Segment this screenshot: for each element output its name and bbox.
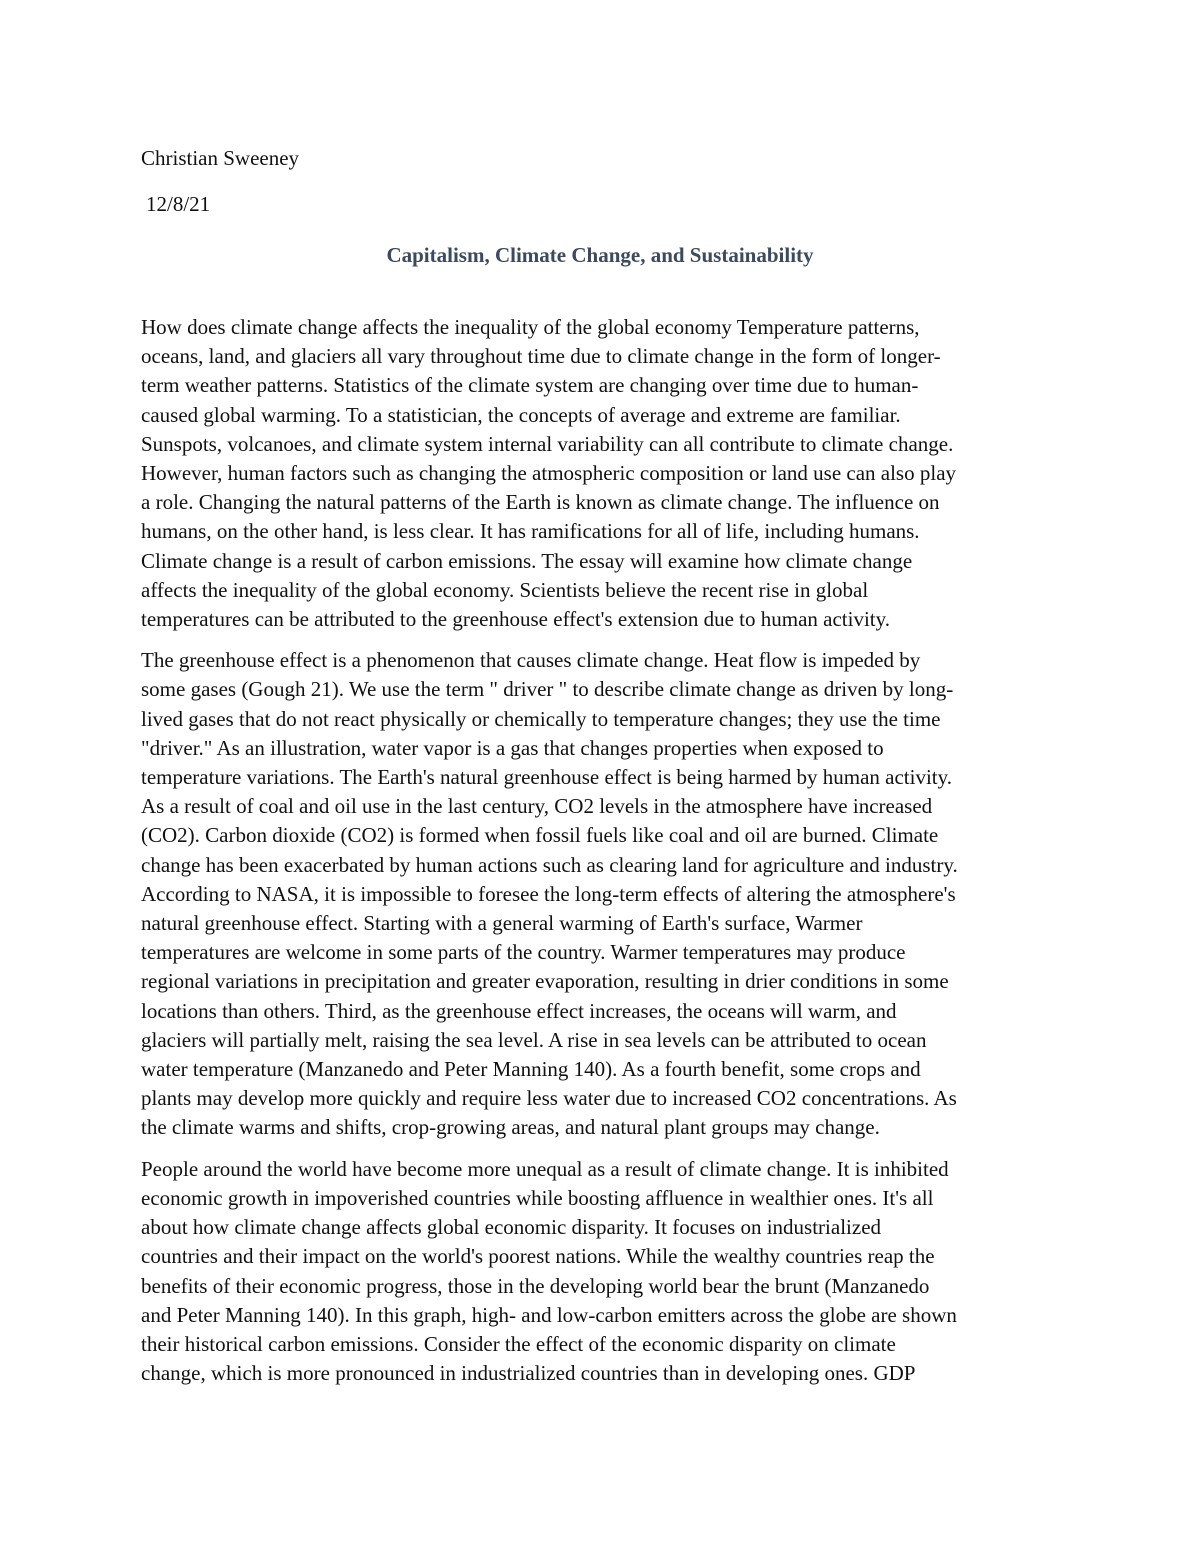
text-line: some gases (Gough 21). We use the term " driver " to describe climate change as driven by long-	[141, 677, 954, 702]
text-line: (CO2). Carbon dioxide (CO2) is formed when fossil fuels like coal and oil are burned. Climate	[141, 823, 939, 848]
text-line: countries and their impact on the world's poorest nations. While the wealthy countries reap the	[141, 1244, 935, 1269]
text-line: change has been exacerbated by human actions such as clearing land for agriculture and industry.	[141, 852, 958, 877]
text-line: "driver." As an illustration, water vapor is a gas that changes properties when exposed to	[141, 735, 884, 760]
text-line: affects the inequality of the global economy. Scientists believe the recent rise in global	[141, 577, 869, 602]
text-line: a role. Changing the natural patterns of the Earth is known as climate change. The influence on	[141, 490, 940, 515]
paragraph-3	[141, 1155, 1061, 1389]
text-line: temperatures are welcome in some parts of the country. Warmer temperatures may produce	[141, 940, 906, 965]
text-line: The greenhouse effect is a phenomenon that causes climate change. Heat flow is impeded by	[141, 648, 921, 673]
text-line: lived gases that do not react physically or chemically to temperature changes; they use the time	[141, 706, 941, 731]
text-line: caused global warming. To a statistician, the concepts of average and extreme are familiar.	[141, 402, 901, 427]
text-line: glaciers will partially melt, raising the sea level. A rise in sea levels can be attributed to ocean	[141, 1027, 927, 1052]
author-name: Christian Sweeney	[141, 146, 300, 170]
text-line: water temperature (Manzanedo and Peter Manning 140). As a fourth benefit, some crops and	[141, 1057, 921, 1082]
text-line: about how climate change affects global economic disparity. It focuses on industrialized	[141, 1215, 882, 1240]
text-line: economic growth in impoverished countries while boosting affluence in wealthier ones. It's all	[141, 1185, 934, 1210]
text-line: As a result of coal and oil use in the last century, CO2 levels in the atmosphere have increased	[141, 794, 933, 819]
text-line: People around the world have become more unequal as a result of climate change. It is inhibited	[141, 1156, 949, 1181]
text-line: Climate change is a result of carbon emissions. The essay will examine how climate change	[141, 548, 913, 573]
text-line: benefits of their economic progress, those in the developing world bear the brunt (Manzanedo	[141, 1273, 930, 1298]
text-line: locations than others. Third, as the greenhouse effect increases, the oceans will warm, and	[141, 998, 897, 1023]
text-line: change, which is more pronounced in industrialized countries than in developing ones. GDP	[141, 1361, 916, 1386]
text-line: humans, on the other hand, is less clear. It has ramifications for all of life, including humans.	[141, 519, 920, 544]
text-line: and Peter Manning 140). In this graph, high- and low-carbon emitters across the globe are shown	[141, 1302, 957, 1327]
text-line: temperatures can be attributed to the greenhouse effect's extension due to human activity.	[141, 607, 891, 632]
text-line: plants may develop more quickly and require less water due to increased CO2 concentrations. As	[141, 1086, 957, 1111]
text-line: However, human factors such as changing the atmospheric composition or land use can also play	[141, 461, 957, 486]
document-title: Capitalism, Climate Change, and Sustainability	[386, 243, 814, 267]
text-line: their historical carbon emissions. Consider the effect of the economic disparity on climate	[141, 1331, 896, 1356]
document-date: 12/8/21	[146, 192, 211, 216]
text-line: term weather patterns. Statistics of the climate system are changing over time due to human-	[141, 373, 919, 398]
paragraph-1	[141, 313, 1061, 634]
paragraph-2	[141, 646, 1061, 1142]
text-line: According to NASA, it is impossible to foresee the long-term effects of altering the atmosphere's	[141, 881, 956, 906]
text-line: temperature variations. The Earth's natural greenhouse effect is being harmed by human activity.	[141, 765, 953, 790]
text-line: oceans, land, and glaciers all vary throughout time due to climate change in the form of longer-	[141, 344, 941, 369]
text-line: How does climate change affects the inequality of the global economy Temperature patterns,	[141, 315, 920, 339]
text-line: natural greenhouse effect. Starting with a general warming of Earth's surface, Warmer	[141, 911, 863, 936]
text-line: regional variations in precipitation and greater evaporation, resulting in drier conditions in some	[141, 969, 949, 994]
text-line: the climate warms and shifts, crop-growing areas, and natural plant groups may change.	[141, 1115, 880, 1140]
document-body	[141, 313, 1061, 1400]
text-line: Sunspots, volcanoes, and climate system internal variability can all contribute to climate change.	[141, 431, 954, 456]
